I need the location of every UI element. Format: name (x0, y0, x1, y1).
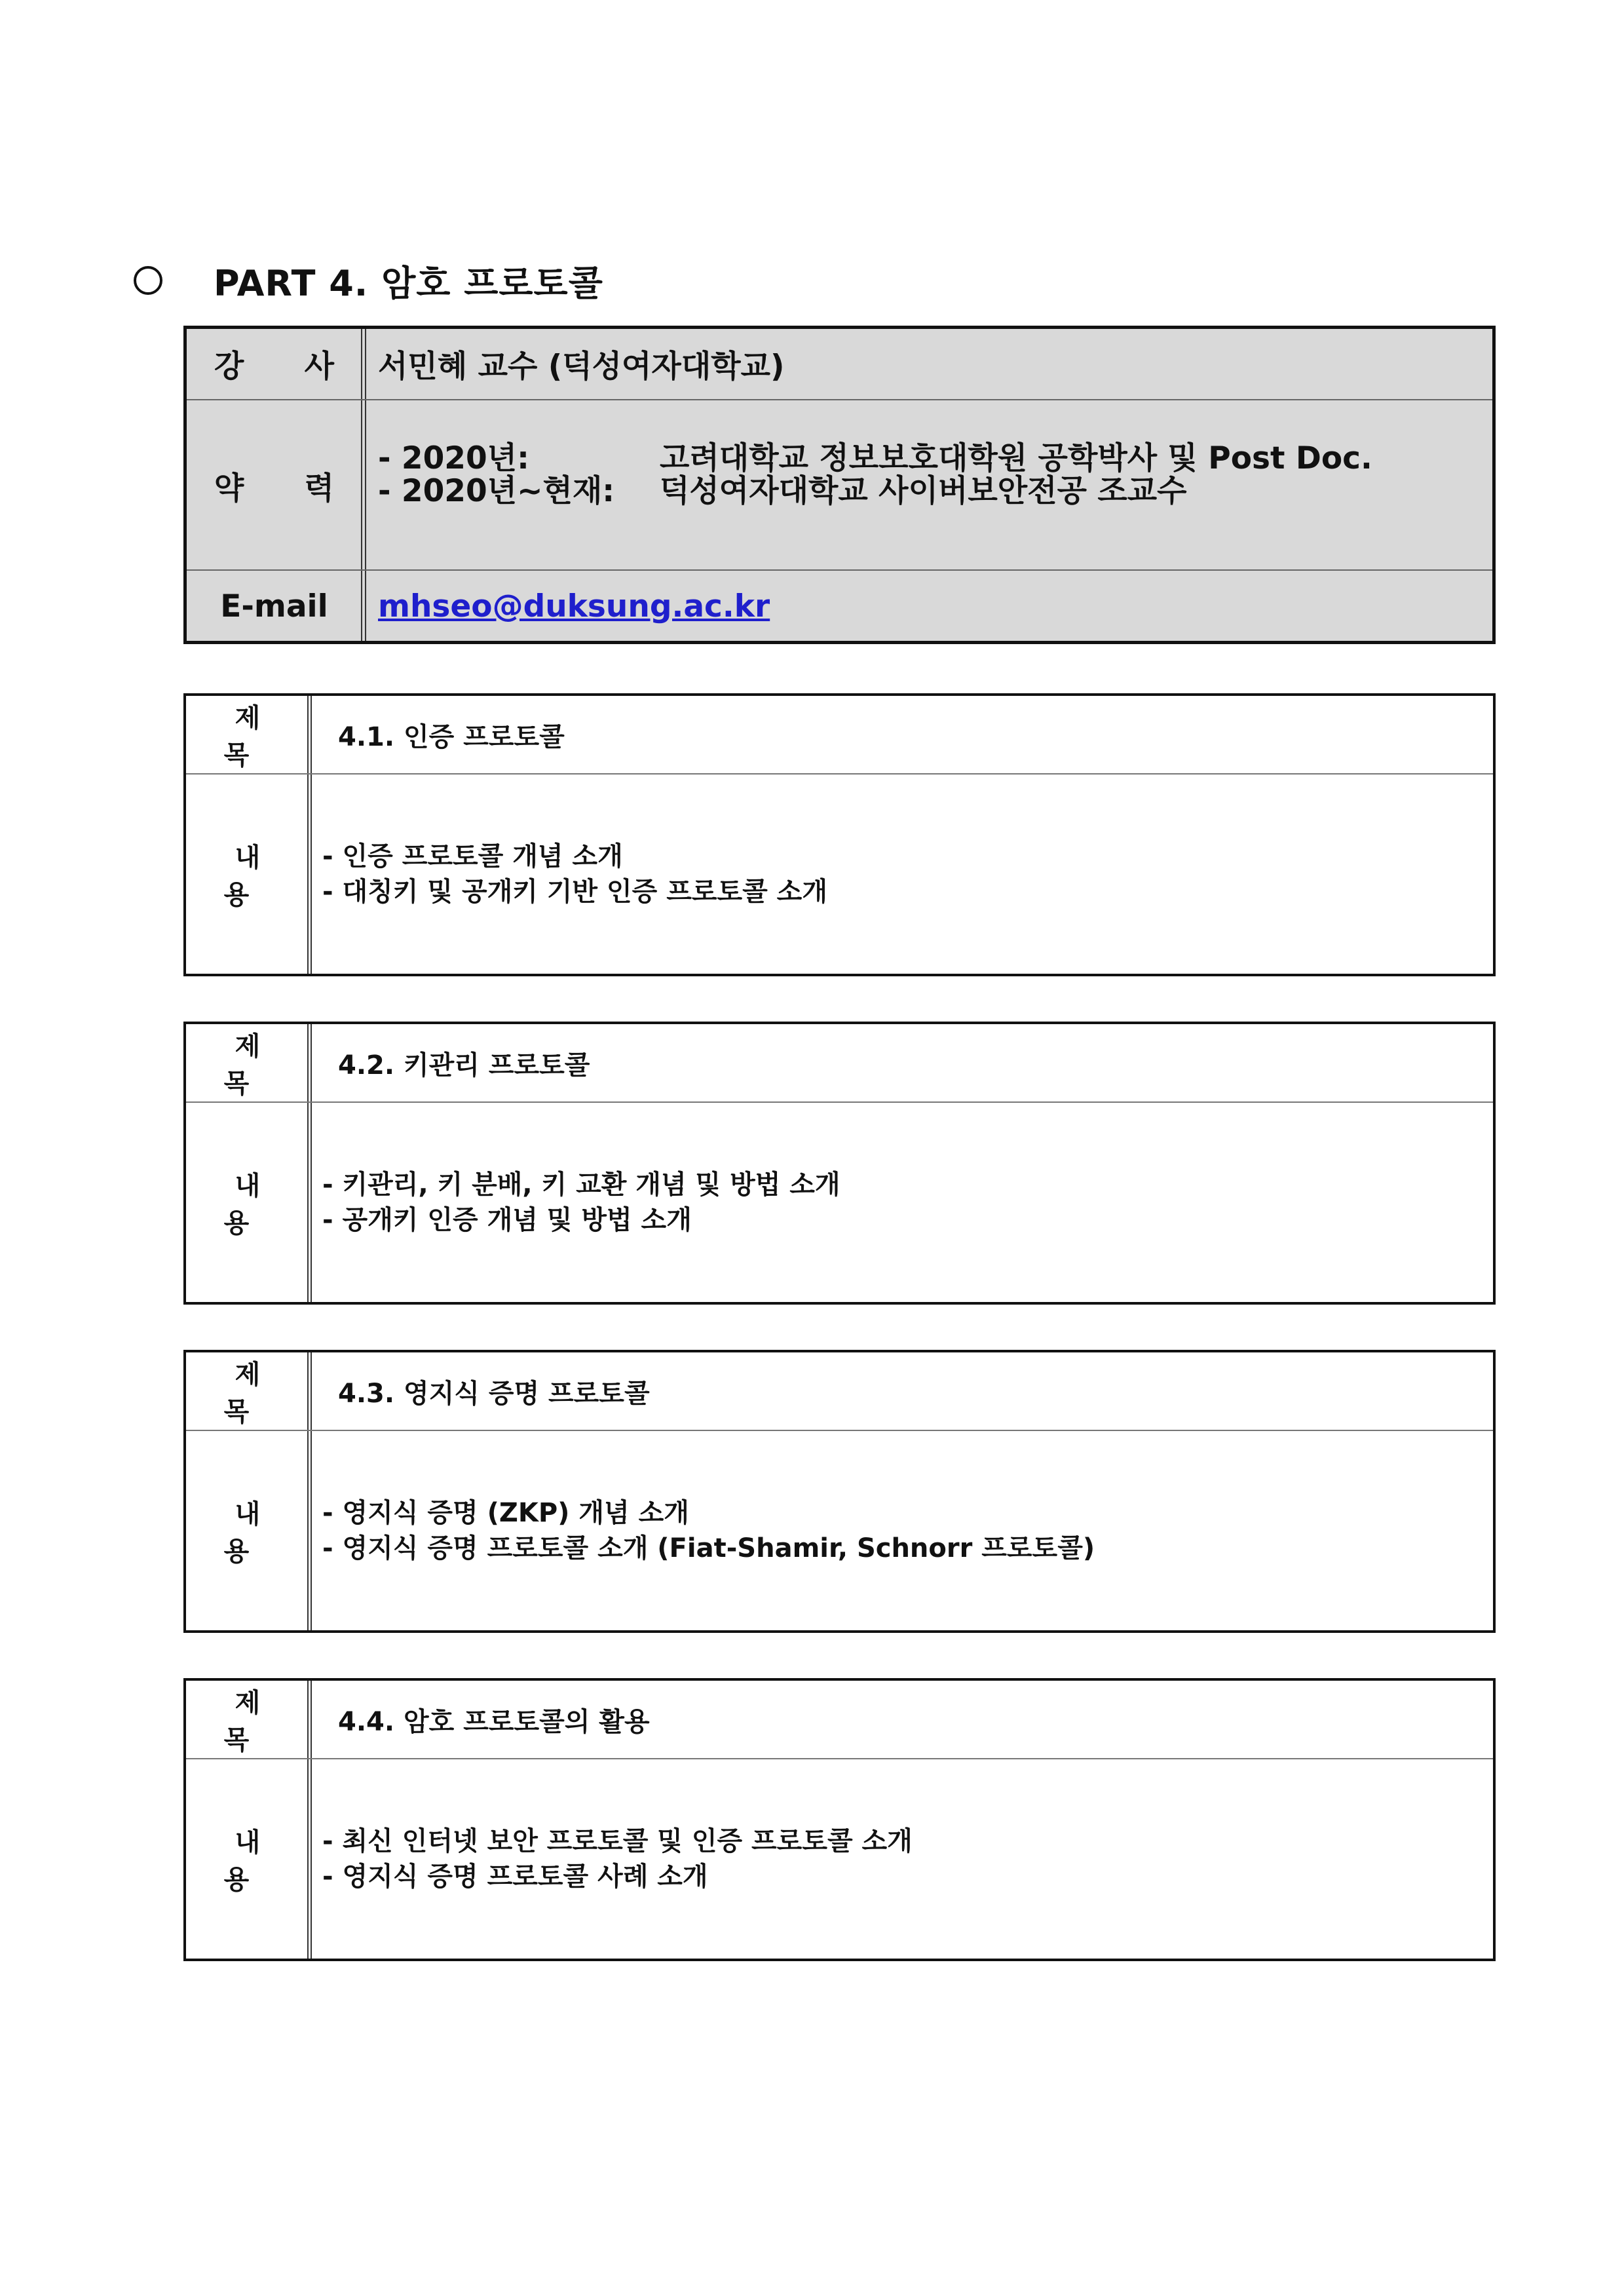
career-list (378, 442, 1372, 508)
topic-content-label: 내 용 (223, 1827, 283, 1895)
topic-content-list (322, 839, 827, 909)
career-item (378, 475, 1372, 508)
topic-title: 4.4. 암호 프로토콜의 활용 (338, 1706, 650, 1737)
part-heading (134, 249, 603, 312)
topic-content-label: 내 용 (223, 843, 283, 910)
topic-content-label: 내 용 (223, 1171, 283, 1238)
topic-content-item: - 대칭키 및 공개키 기반 인증 프로토콜 소개 (322, 877, 827, 907)
topic-content-list (322, 1167, 840, 1238)
instructor-email-link[interactable]: mhseo@duksung.ac.kr (378, 588, 770, 624)
career-item (378, 442, 1372, 475)
instructor-name-value: 서민혜 교수 (덕성여자대학교) (378, 349, 785, 385)
career-description: 고려대학교 정보보호대학원 공학박사 및 Post Doc. (660, 440, 1372, 476)
topic-table-4-1 (183, 693, 1496, 976)
topic-content-item: - 영지식 증명 (ZKP) 개념 소개 (322, 1498, 689, 1528)
part-heading-text: PART 4. 암호 프로토콜 (214, 262, 603, 304)
topic-title: 4.1. 인증 프로토콜 (338, 721, 565, 752)
topic-content-item: - 영지식 증명 프로토콜 사례 소개 (322, 1862, 708, 1892)
topic-title-row (186, 1681, 1493, 1759)
topic-title-row (186, 1024, 1493, 1103)
topic-title: 4.3. 영지식 증명 프로토콜 (338, 1378, 650, 1409)
career-period: - 2020년~현재: (378, 473, 615, 509)
topic-content-row (186, 1103, 1493, 1302)
topic-content-row (186, 1759, 1493, 1959)
topic-content-row (186, 1431, 1493, 1630)
topic-table-4-4 (183, 1678, 1496, 1961)
topic-title: 4.2. 키관리 프로토콜 (338, 1050, 590, 1081)
circle-bullet-icon (134, 266, 162, 295)
topic-content-item: - 공개키 인증 개념 및 방법 소개 (322, 1205, 692, 1235)
instructor-career-label: 약 력 (214, 470, 360, 507)
instructor-name-label: 강 사 (214, 349, 360, 385)
instructor-career-row (187, 399, 1492, 571)
topic-title-label: 제 목 (223, 1688, 283, 1755)
topic-title-row (186, 696, 1493, 775)
topic-content-item: - 최신 인터넷 보안 프로토콜 및 인증 프로토콜 소개 (322, 1826, 913, 1856)
topic-title-label: 제 목 (223, 703, 283, 771)
topic-content-row (186, 775, 1493, 974)
instructor-email-row (187, 569, 1492, 642)
topic-table-4-2 (183, 1022, 1496, 1305)
instructor-email-label: E-mail (220, 588, 328, 624)
topic-content-item: - 인증 프로토콜 개념 소개 (322, 841, 623, 871)
topic-table-4-3 (183, 1350, 1496, 1633)
topic-content-label: 내 용 (223, 1499, 283, 1567)
career-description: 덕성여자대학교 사이버보안전공 조교수 (660, 473, 1187, 509)
topic-title-label: 제 목 (223, 1031, 283, 1099)
topic-content-item: - 영지식 증명 프로토콜 소개 (Fiat-Shamir, Schnorr 프로토콜) (322, 1533, 1095, 1563)
career-period: - 2020년: (378, 440, 529, 476)
topic-content-list (322, 1495, 1095, 1566)
instructor-name-row (187, 329, 1492, 399)
topic-title-label: 제 목 (223, 1360, 283, 1427)
topic-content-item: - 키관리, 키 분배, 키 교환 개념 및 방법 소개 (322, 1170, 840, 1200)
instructor-table (183, 326, 1496, 644)
topic-title-row (186, 1352, 1493, 1431)
topic-content-list (322, 1824, 913, 1894)
